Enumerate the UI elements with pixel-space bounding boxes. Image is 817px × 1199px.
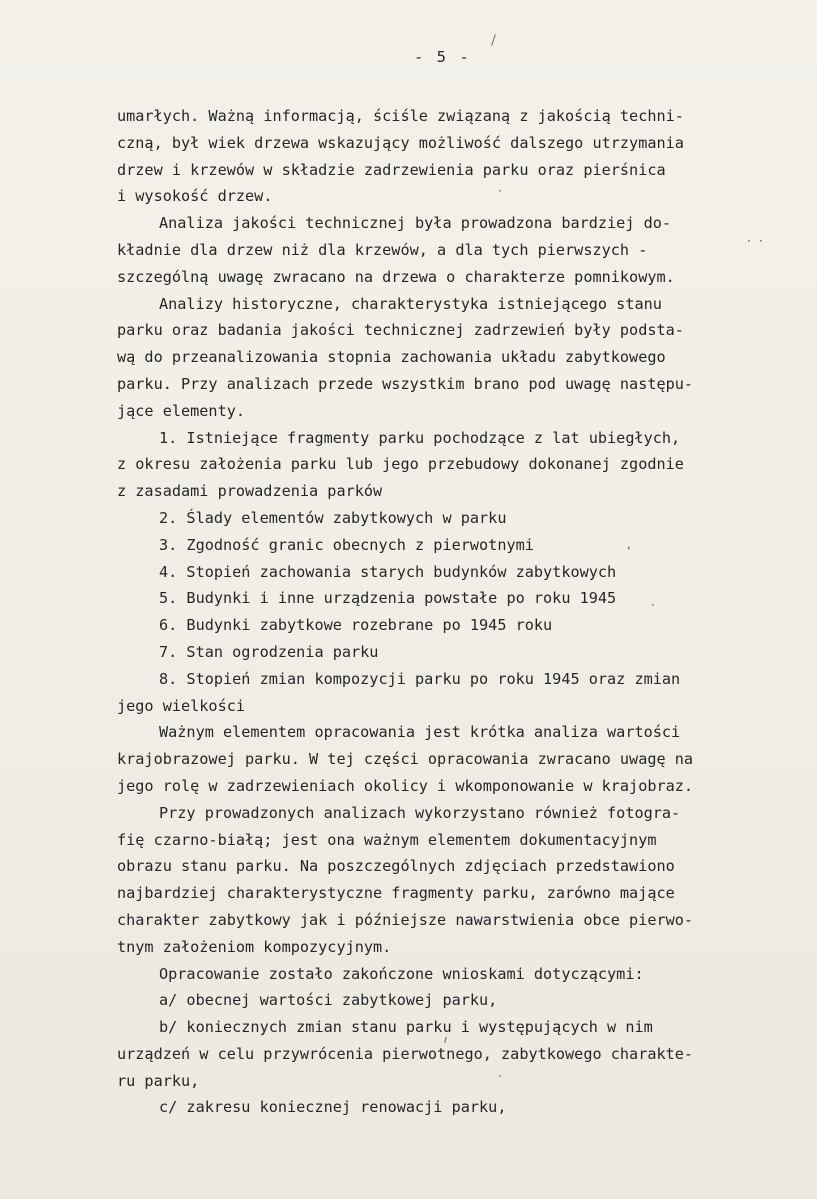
list-item-line: a/ obecnej wartości zabytkowej parku, [159,991,498,1010]
text-line: z okresu założenia parku lub jego przebudowy dokonanej zgodnie [117,455,684,474]
stray-mark: , [626,540,633,551]
stray-mark: · [497,1071,504,1082]
text-line: najbardziej charakterystyczne fragmenty parku, zarówno mające [117,884,675,903]
text-line: ru parku, [117,1071,200,1090]
text-line: tnym założeniom kompozycyjnym. [117,937,392,956]
list-item-line: 1. Istniejące fragmenty parku pochodzące z lat ubiegłych, [159,428,681,447]
text-line: charakter zabytkowy jak i późniejsze nawarstwienia obce pierwo- [117,910,694,929]
paragraph-start-line: Analiza jakości technicznej była prowadzona bardziej do- [159,214,672,233]
text-line: z zasadami prowadzenia parków [117,482,383,501]
stray-mark: · [497,186,504,197]
list-item-line: 7. Stan ogrodzenia parku [159,642,379,661]
text-line: jego wielkości [117,696,246,715]
text-line: wą do przeanalizowania stopnia zachowania układu zabytkowego [117,348,666,367]
text-line: szczególną uwagę zwracano na drzewa o charakterze pomnikowym. [117,267,675,286]
text-line: jego rolę w zadrzewieniach okolicy i wkomponowanie w krajobraz. [117,776,694,795]
stray-mark: · · [746,236,765,247]
text-line: czną, był wiek drzewa wskazujący możliwość dalszego utrzymania [117,133,684,152]
text-line: parku oraz badania jakości technicznej zadrzewień były podsta- [117,321,684,340]
list-item-line: c/ zakresu koniecznej renowacji parku, [159,1098,507,1117]
stray-mark: · [650,600,657,611]
list-item-line: 8. Stopień zmian kompozycji parku po roku 1945 oraz zmian [159,669,681,688]
text-line: fię czarno-białą; jest ona ważnym elementem dokumentacyjnym [117,830,657,849]
text-line: i wysokość drzew. [117,187,273,206]
text-line: krajobrazowej parku. W tej części opracowania zwracano uwagę na [117,750,694,769]
text-line: parku. Przy analizach przede wszystkim brano pod uwagę następu- [117,374,694,393]
body-text [0,103,817,1121]
list-item-line: 5. Budynki i inne urządzenia powstałe po roku 1945 [159,589,617,608]
text-line: urządzeń w celu przywrócenia pierwotnego, zabytkowego charakte- [117,1044,694,1063]
text-line: drzew i krzewów w składzie zadrzewienia parku oraz pierśnica [117,160,666,179]
text-line: kładnie dla drzew niż dla krzewów, a dla tych pierwszych - [117,240,648,259]
paragraph-start-line: Ważnym elementem opracowania jest krótka analiza wartości [159,723,681,742]
text-line: umarłych. Ważną informacją, ściśle związaną z jakością techni- [117,107,684,125]
paragraph-start-line: Przy prowadzonych analizach wykorzystano również fotogra- [159,803,681,822]
paragraph-start-line: Analizy historyczne, charakterystyka istniejącego stanu [159,294,662,313]
list-item-line: 4. Stopień zachowania starych budynków zabytkowych [159,562,617,581]
list-item-line: 2. Ślady elementów zabytkowych w parku [159,508,507,527]
page-number: - 5 - [414,48,471,66]
text-line: obrazu stanu parku. Na poszczególnych zdjęciach przedstawiono [117,857,675,876]
text-line: jące elementy. [117,401,246,420]
list-item-line: 6. Budynki zabytkowe rozebrane po 1945 roku [159,616,553,635]
pen-mark [491,34,496,46]
list-item-line: 3. Zgodność granic obecnych z pierwotnymi [159,535,534,554]
list-item-line: b/ koniecznych zmian stanu parku i występujących w nim [159,1018,653,1037]
paragraph-start-line: Opracowanie zostało zakończone wnioskami dotyczącymi: [159,964,644,983]
